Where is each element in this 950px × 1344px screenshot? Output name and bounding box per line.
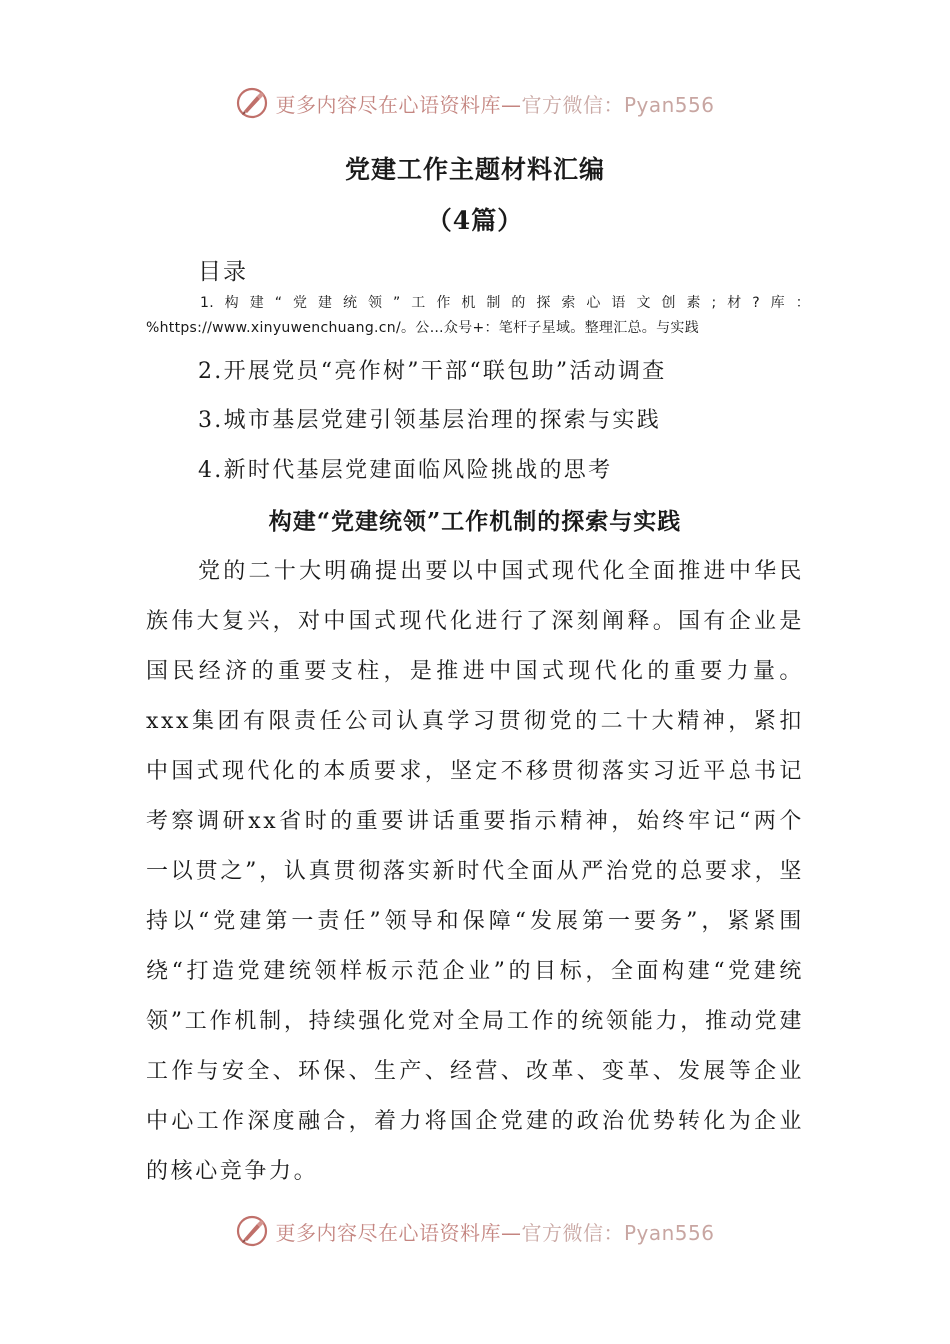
watermark-site: 更多内容尽在心语资料库— <box>275 1220 522 1245</box>
watermark-banner-bottom <box>0 1208 950 1254</box>
toc-item-1: 1.构建“党建统领”工作机制的探索心语文创素;材?库：%https://www.xinyuwenchuang.cn/。公…众号+：笔杆子星域。整理汇总。与实践 <box>146 295 810 336</box>
watermark-banner-top <box>0 80 950 126</box>
document-subtitle: （4篇） <box>426 206 524 235</box>
watermark-wechat: 官方微信：Pyan556 <box>521 1220 715 1245</box>
toc-item-2: 2.开展党员“亮作树”干部“联包助”活动调查 <box>198 359 667 384</box>
watermark-site: 更多内容尽在心语资料库— <box>275 92 522 117</box>
toc-heading: 目录 <box>198 259 248 285</box>
body-paragraph: 党的二十大明确提出要以中国式现代化全面推进中华民族伟大复兴，对中国式现代化进行了深刻阐释。国有企业是国民经济的重要支柱，是推进中国式现代化的重要力量。xxx集团有限责任公司认真学习贯彻党的二十大精神，紧扣中国式现代化的本质要求，坚定不移贯彻落实习近平总书记考察调研xx省时的重要讲话重要指示精神，始终牢记“两个一以贯之”，认真贯彻落实新时代全面从严治党的总要求，坚持以“党建第一责任”领导和保障“发展第一要务”，紧紧围绕“打造党建统领样板示范企业”的目标，全面构建“党建统领”工作机制，持续强化党对全局工作的统领能力，推动党建工作与安全、环保、生产、经营、改革、变革、发展等企业中心工作深度融合，着力将国企党建的政治优势转化为企业的核心竞争力。 <box>146 559 804 1184</box>
section-title: 构建“党建统领”工作机制的探索与实践 <box>268 508 682 535</box>
watermark-text <box>275 89 714 118</box>
watermark-text <box>275 1217 714 1246</box>
toc-item-3: 3.城市基层党建引领基层治理的探索与实践 <box>198 408 661 433</box>
document-title: 党建工作主题材料汇编 <box>344 155 605 184</box>
toc-item-4: 4.新时代基层党建面临风险挑战的思考 <box>198 458 613 483</box>
watermark-wechat: 官方微信：Pyan556 <box>521 92 715 117</box>
pen-logo-icon <box>235 1214 269 1248</box>
pen-logo-icon <box>235 86 269 120</box>
